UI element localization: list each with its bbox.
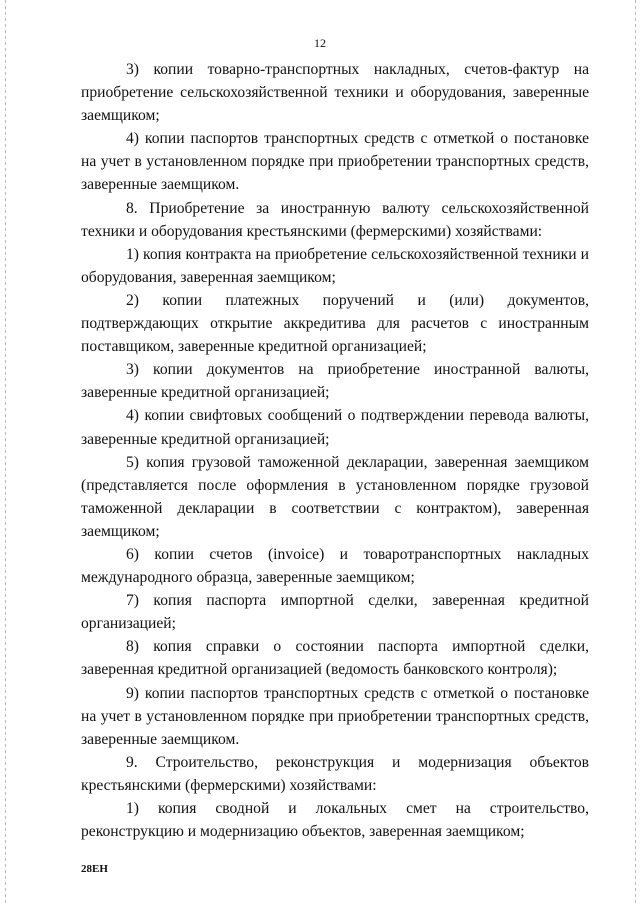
paragraph: 9. Строительство, реконструкция и модернизация объектов крестьянскими (фермерскими) хозяйствами:: [81, 753, 589, 794]
paragraph: 8. Приобретение за иностранную валюту сельскохозяйственной техники и оборудования крестьянскими (фермерскими) хозяйствами:: [81, 199, 589, 240]
paragraph: 5) копия грузовой таможенной декларации, заверенная заемщиком (представляется после оформления в установленном порядке грузовой таможенной декларации в соответствии с контрактом), заверенная заемщиком;: [81, 453, 589, 540]
page-number: 12: [314, 36, 326, 50]
paragraph: 2) копии платежных поручений и (или) документов, подтверждающих открытие аккредитива для расчетов с иностранным поставщиком, заверенные кредитной организацией;: [81, 291, 589, 356]
paragraph: 3) копии товарно-транспортных накладных, счетов-фактур на приобретение сельскохозяйственной техники и оборудования, заверенные заемщиком;: [81, 61, 589, 125]
paragraph: 3) копии документов на приобретение иностранной валюты, заверенные кредитной организацией;: [81, 361, 589, 402]
footer-code: 28ЕН: [81, 863, 108, 875]
paragraph: 4) копии свифтовых сообщений о подтверждении перевода валюты, заверенные кредитной организацией;: [81, 407, 589, 448]
paragraph: 4) копии паспортов транспортных средств с отметкой о постановке на учет в установленном порядке при приобретении транспортных средств, заверенные заемщиком.: [81, 130, 589, 194]
paragraph: 7) копия паспорта импортной сделки, заверенная кредитной организацией;: [81, 592, 589, 633]
document-body: [81, 58, 589, 843]
paragraph: 8) копия справки о состоянии паспорта импортной сделки, заверенная кредитной организацией (ведомость банковского контроля);: [81, 638, 589, 679]
paragraph: 6) копии счетов (invoice) и товаротранспортных накладных международного образца, заверенные заемщиком;: [81, 545, 589, 587]
paragraph: 1) копия сводной и локальных смет на строительство, реконструкцию и модернизацию объектов, заверенная заемщиком;: [81, 800, 589, 841]
paragraph: 9) копии паспортов транспортных средств с отметкой о постановке на учет в установленном порядке при приобретении транспортных средств, заверенные заемщиком.: [81, 684, 589, 748]
scan-edge-right: [635, 0, 636, 905]
scan-edge-left: [5, 0, 6, 905]
paragraph: 1) копия контракта на приобретение сельскохозяйственной техники и оборудования, заверенная заемщиком;: [81, 245, 589, 286]
